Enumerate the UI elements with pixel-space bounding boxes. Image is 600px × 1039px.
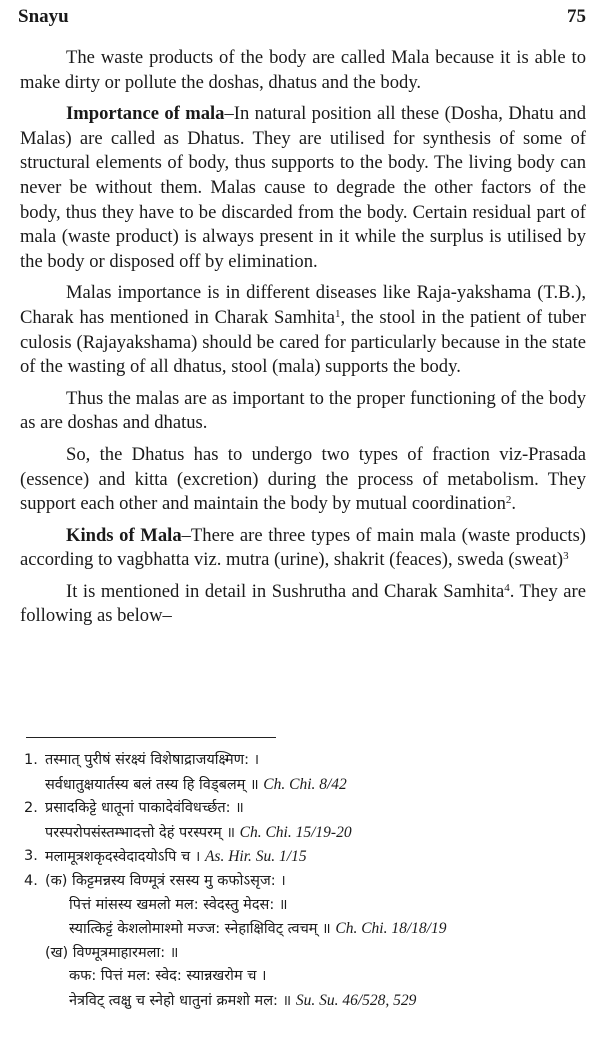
footnote-2: 2. प्रसादकिट्टे धातूनां पाकादेवंविधर्च्छत: ॥ परस्परोपसंस्तम्भादत्तो देहं परस्परम् ॥ Ch. Chi. 15/19-20 bbox=[24, 800, 352, 841]
footnote-ref: 3 bbox=[563, 550, 569, 563]
paragraph-1: The waste products of the body are called Mala because it is able to make dirty or pollute the doshas, dhatus and the body. bbox=[20, 47, 586, 93]
page-number: 75 bbox=[567, 6, 586, 27]
footnote-3: 3. मलामूत्रशकृदस्वेदादयोऽपि च । As. Hir. Su. 1/15 bbox=[24, 848, 307, 866]
footnote-ref: 2 bbox=[505, 494, 512, 507]
footnote-ref: 1 bbox=[335, 307, 341, 320]
footnote-4b: (ख) विण्मूत्रमाहारमला: ॥ कफ: पित्तं मल: स्वेद: स्यान्नखरोम च । नेत्रविट् त्वक्षु च स्नेहो धातुनां क्रमशो मल: ॥ Su. Su. 46/528, 529 bbox=[45, 944, 417, 1009]
paragraph-6: Kinds of Mala–There are three types of main mala (waste products) according to vagbhatta viz. mutra (urine), shakrit (feaces), sweda (sweat)$^3$ bbox=[20, 524, 586, 571]
paragraph-5: So, the Dhatus has to undergo two types of fraction viz-Prasada (essence) and kitta (excretion) during the process of metabolism. They support each other and maintain the body by mutual coordination$^2$. bbox=[20, 443, 586, 515]
footnote-ref: 4 bbox=[504, 581, 510, 594]
paragraph-4: Thus the malas are as important to the proper functioning of the body as are doshas and dhatus. bbox=[20, 387, 586, 434]
paragraph-3: Malas importance is in different diseases like Raja-yakshama (T.B.), Charak has mentioned in Charak Samhita$^1$, the stool in the patient of tuber culosis (Rajayakshama) should be cared for particularly because in the state of the wasting of all dhatus, stool (mala) supports the body. bbox=[20, 282, 586, 378]
footnote-divider bbox=[26, 737, 276, 738]
footnote-1: 1. तस्मात् पुरीषं संरक्ष्यं विशेषाद्राजयक्ष्मिण: । सर्वधातुक्षयार्तस्य बलं तस्य हि विड्बलम् ॥ Ch. Chi. 8/42 bbox=[24, 752, 347, 793]
running-header bbox=[18, 6, 586, 32]
paragraph-7: It is mentioned in detail in Sushrutha and Charak Samhita$^4$. They are following as below– bbox=[20, 580, 586, 627]
heading-importance-of-mala: Importance of mala bbox=[66, 103, 225, 125]
heading-kinds-of-mala: Kinds of Mala bbox=[66, 524, 182, 546]
footnotes bbox=[24, 749, 586, 1014]
chapter-title: Snayu bbox=[18, 6, 69, 27]
footnote-4: 4. (क) किट्टमन्नस्य विण्मूत्रं रसस्य मु कफोऽसृज: । पित्तं मांसस्य खमलो मल: स्वेदस्तु मेदस: ॥ स्यात्किट्टं केशलोमाश्मो मज्ज: स्नेहाक्षिविट् त्वचम् ॥ Ch. Chi. 18/18/19 bbox=[24, 872, 447, 938]
paragraph-2: Importance of mala–In natural position all these (Dosha, Dhatu and Malas) are called as Dhatus. They are utilised for synthesis of some of structural elements of body, thus supports to the body. The living body can never be without them. Malas cause to degrade the other factors of the body, thus they have to be discarded from the body. Certain residual part of mala (waste product) is always present in it while the surplus is utilised by the body or disposed off by elimination. bbox=[20, 103, 586, 272]
main-text bbox=[20, 46, 586, 636]
